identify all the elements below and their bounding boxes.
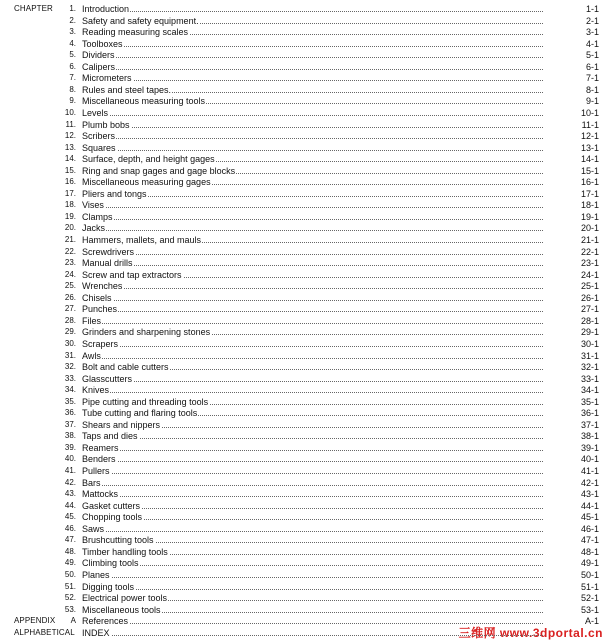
toc-title[interactable]: Vises	[82, 200, 104, 211]
toc-page-number: 48-1	[580, 546, 599, 557]
toc-leader-dots	[82, 115, 543, 116]
toc-page-number: 36-1	[580, 408, 599, 419]
toc-leader-dots	[82, 392, 543, 393]
toc-chapter-row[interactable]	[0, 350, 611, 362]
toc-chapter-row[interactable]	[0, 292, 611, 304]
toc-leader-dots	[82, 46, 543, 47]
toc-leader-dots	[82, 230, 543, 231]
toc-title[interactable]: Wrenches	[82, 281, 123, 292]
toc-chapter-row[interactable]	[0, 176, 611, 188]
toc-leader-dots	[82, 473, 543, 474]
toc-leader-dots	[82, 254, 543, 255]
toc-page-number: 17-1	[580, 188, 599, 199]
toc-number: 8.	[69, 84, 76, 94]
toc-leader-dots	[82, 577, 543, 578]
toc-title[interactable]: Glasscutters	[82, 373, 133, 384]
toc-number: 38.	[64, 431, 76, 441]
toc-number: 42.	[64, 477, 76, 487]
toc-title[interactable]: Squares	[82, 142, 116, 153]
toc-number: 15.	[64, 165, 76, 175]
toc-title[interactable]: Files	[82, 315, 102, 326]
toc-page-number: 11-1	[581, 119, 599, 130]
toc-number: 43.	[64, 489, 76, 499]
toc-number: 52.	[64, 593, 76, 603]
toc-leader-dots	[82, 450, 543, 451]
toc-leader-dots	[82, 11, 543, 12]
toc-title[interactable]: INDEX	[82, 627, 110, 638]
toc-number: 16.	[64, 177, 76, 187]
toc-page-number: 4-1	[585, 38, 599, 49]
toc-chapter-row[interactable]	[0, 604, 611, 616]
toc-number: 3.	[69, 27, 76, 37]
toc-page-number: 45-1	[580, 512, 599, 523]
toc-number: 40.	[64, 454, 76, 464]
toc-leader-dots	[82, 381, 543, 382]
toc-title[interactable]: Climbing tools	[82, 558, 139, 569]
toc-chapter-row[interactable]	[0, 234, 611, 246]
toc-chapter-row[interactable]	[0, 384, 611, 396]
toc-page-number: 46-1	[580, 523, 599, 534]
toc-title[interactable]: Grinders and sharpening stones	[82, 327, 211, 338]
toc-leader-dots	[82, 311, 543, 312]
toc-number: 19.	[64, 211, 76, 221]
toc-chapter-row[interactable]	[0, 511, 611, 523]
toc-chapter-row[interactable]	[0, 477, 611, 489]
toc-chapter-row[interactable]	[0, 557, 611, 569]
toc-chapter-row[interactable]	[0, 280, 611, 292]
toc-page-number: 44-1	[580, 500, 599, 511]
toc-number: 28.	[64, 315, 76, 325]
toc-title[interactable]: Taps and dies	[82, 431, 138, 442]
toc-title[interactable]: Miscellaneous measuring tools	[82, 96, 206, 107]
toc-chapter-row[interactable]	[0, 465, 611, 477]
toc-title[interactable]: Screwdrivers	[82, 246, 135, 257]
toc-page-number: A-1	[584, 616, 599, 627]
toc-chapter-row[interactable]	[0, 581, 611, 593]
toc-chapter-row[interactable]	[0, 315, 611, 327]
toc-title[interactable]: Surface, depth, and height gages	[82, 154, 215, 165]
toc-title[interactable]: Brushcutting tools	[82, 535, 154, 546]
toc-page-number: 42-1	[580, 477, 599, 488]
toc-page-number: 19-1	[580, 211, 599, 222]
toc-leader-dots	[82, 358, 543, 359]
toc-lead-label: APPENDIX	[14, 616, 56, 626]
toc-title[interactable]: Chopping tools	[82, 512, 143, 523]
toc-lead-label: ALPHABETICAL	[14, 627, 75, 637]
toc-title[interactable]: Tube cutting and flaring tools	[82, 408, 198, 419]
toc-page-number: 49-1	[580, 558, 599, 569]
toc-chapter-row[interactable]	[0, 153, 611, 165]
toc-chapter-row[interactable]	[0, 119, 611, 131]
toc-chapter-row[interactable]	[0, 26, 611, 38]
toc-page-number: 18-1	[580, 200, 599, 211]
toc-number: 49.	[64, 558, 76, 568]
toc-chapter-row[interactable]	[0, 61, 611, 73]
toc-title[interactable]: Digging tools	[82, 581, 135, 592]
toc-chapter-row[interactable]	[0, 488, 611, 500]
toc-number: 34.	[64, 385, 76, 395]
toc-title[interactable]: Miscellaneous tools	[82, 604, 161, 615]
toc-number: 26.	[64, 292, 76, 302]
toc-title[interactable]: Scribers	[82, 131, 116, 142]
toc-title[interactable]: Screw and tap extractors	[82, 269, 182, 280]
toc-title[interactable]: Plumb bobs	[82, 119, 130, 130]
toc-number: 24.	[64, 269, 76, 279]
toc-chapter-row[interactable]	[0, 84, 611, 96]
toc-title[interactable]: Levels	[82, 107, 109, 118]
toc-number: 41.	[64, 466, 76, 475]
toc-page-number: 14-1	[580, 154, 599, 165]
toc-title[interactable]: Pliers and tongs	[82, 188, 147, 199]
toc-title[interactable]: Reamers	[82, 442, 119, 453]
toc-chapter-row[interactable]	[0, 303, 611, 315]
toc-number: 6.	[69, 61, 76, 71]
toc-chapter-row[interactable]	[0, 95, 611, 107]
toc-number: 35.	[64, 396, 76, 406]
toc-page-number: 33-1	[580, 373, 599, 384]
toc-leader-dots	[82, 265, 543, 266]
toc-number: 27.	[64, 304, 76, 314]
toc-title[interactable]: Awls	[82, 350, 101, 361]
toc-number: 4.	[69, 38, 76, 48]
toc-page-number: 51-1	[580, 581, 599, 592]
toc-number: 23.	[64, 258, 76, 268]
toc-number: 5.	[69, 50, 76, 60]
toc-chapter-row[interactable]	[0, 338, 611, 350]
toc-title[interactable]: Pipe cutting and threading tools	[82, 396, 209, 407]
toc-page-number: 47-1	[580, 535, 599, 546]
toc-title[interactable]: Scrapers	[82, 338, 119, 349]
toc-number: 50.	[64, 569, 76, 579]
toc-page-number: 21-1	[580, 235, 599, 245]
toc-page-number: 39-1	[580, 442, 599, 453]
toc-page-number: 6-1	[585, 61, 599, 72]
toc-chapter-row[interactable]	[0, 500, 611, 512]
toc-number: 45.	[64, 512, 76, 522]
toc-chapter-row[interactable]	[0, 269, 611, 281]
toc-page-number: 12-1	[580, 131, 599, 142]
toc-title[interactable]: Manual drills	[82, 258, 133, 269]
toc-title[interactable]: Hammers, mallets, and mauls	[82, 235, 202, 245]
toc-number: 31.	[64, 350, 76, 360]
toc-page-number: 37-1	[580, 419, 599, 430]
toc-page-number: 34-1	[580, 385, 599, 396]
toc-page-number: 29-1	[580, 327, 599, 338]
toc-number: 51.	[64, 581, 76, 591]
toc-leader-dots	[82, 288, 543, 289]
toc-title[interactable]: Introduction	[82, 4, 130, 14]
toc-title[interactable]: Toolboxes	[82, 38, 123, 49]
toc-title[interactable]: Miscellaneous measuring gages	[82, 177, 211, 188]
toc-chapter-row[interactable]	[0, 72, 611, 84]
toc-page-number: 26-1	[580, 292, 599, 303]
toc-number: 13.	[64, 142, 76, 152]
toc-page-number: 2-1	[585, 15, 599, 26]
toc-number: A	[70, 616, 76, 626]
toc-number: 11.	[65, 119, 76, 129]
toc-number: 1.	[69, 4, 76, 13]
toc-chapter-row[interactable]	[0, 188, 611, 200]
toc-number: 7.	[69, 73, 76, 83]
toc-title[interactable]: Timber handling tools	[82, 546, 168, 557]
toc-title[interactable]: Micrometers	[82, 73, 132, 84]
toc-number: 30.	[64, 338, 76, 348]
toc-page-number: 32-1	[580, 362, 599, 373]
toc-number: 29.	[64, 327, 76, 337]
toc-leader-dots	[82, 219, 543, 220]
toc-title[interactable]: Pullers	[82, 466, 110, 476]
toc-page-number: 16-1	[580, 177, 599, 188]
toc-title[interactable]: Dividers	[82, 50, 115, 61]
toc-title[interactable]: Knives	[82, 385, 110, 396]
toc-page-number: 28-1	[580, 315, 599, 326]
toc-title[interactable]: Saws	[82, 523, 105, 534]
toc-number: 22.	[64, 246, 76, 256]
toc-leader-dots	[82, 127, 543, 128]
toc-page-number: 43-1	[580, 489, 599, 500]
toc-title[interactable]: Jacks	[82, 223, 106, 234]
toc-title[interactable]: Safety and safety equipment.	[82, 15, 199, 26]
toc-leader-dots	[82, 57, 543, 58]
toc-chapter-row[interactable]	[0, 222, 611, 234]
toc-chapter-row[interactable]	[0, 130, 611, 142]
toc-chapter-row[interactable]	[0, 142, 611, 154]
toc-number: 12.	[64, 131, 76, 141]
toc-leader-dots	[82, 531, 543, 532]
toc-page-number: 40-1	[580, 454, 599, 465]
toc-number: 32.	[64, 362, 76, 372]
toc-leader-dots	[82, 485, 543, 486]
toc-leader-dots	[82, 508, 543, 509]
toc-chapter-row[interactable]	[0, 534, 611, 546]
toc-lead-label: CHAPTER	[14, 4, 53, 13]
toc-title[interactable]: References	[82, 616, 129, 627]
toc-number: 18.	[64, 200, 76, 210]
toc-number: 10.	[64, 107, 76, 117]
toc-page-number: 24-1	[580, 269, 599, 280]
toc-page-number: 35-1	[580, 396, 599, 407]
toc-leader-dots	[82, 496, 543, 497]
toc-page-number: 53-1	[580, 604, 599, 615]
toc-number: 25.	[64, 281, 76, 291]
toc-number: 53.	[64, 604, 76, 614]
toc-page-number: 38-1	[580, 431, 599, 442]
toc-leader-dots	[82, 150, 543, 151]
toc-chapter-row[interactable]	[0, 49, 611, 61]
toc-chapter-row[interactable]	[0, 373, 611, 385]
toc-chapter-row[interactable]	[0, 523, 611, 535]
toc-leader-dots	[82, 589, 543, 590]
toc-page-number: 30-1	[580, 338, 599, 349]
toc-leader-dots	[82, 565, 543, 566]
toc-chapter-row[interactable]	[0, 396, 611, 408]
toc-page-number: 25-1	[580, 281, 599, 292]
toc-chapter-row[interactable]	[0, 257, 611, 269]
toc-leader-dots	[82, 323, 543, 324]
toc-leader-dots	[82, 519, 543, 520]
toc-title[interactable]: Punches	[82, 304, 118, 315]
toc-chapter-row[interactable]	[0, 246, 611, 258]
toc-chapter-row[interactable]	[0, 211, 611, 223]
toc-chapter-row[interactable]	[0, 3, 611, 15]
toc-page-number: 20-1	[580, 223, 599, 234]
toc-page-number: 52-1	[580, 593, 599, 604]
toc-title[interactable]: Chisels	[82, 292, 112, 303]
toc-number: 46.	[64, 523, 76, 533]
toc-chapter-row[interactable]	[0, 199, 611, 211]
toc-chapter-row[interactable]	[0, 592, 611, 604]
toc-title[interactable]: Shears and nippers	[82, 419, 161, 430]
toc-title[interactable]: Calipers	[82, 61, 116, 72]
toc-page-number: 15-1	[580, 165, 599, 176]
toc-number: 47.	[64, 535, 76, 545]
toc-leader-dots	[82, 69, 543, 70]
toc-number: 14.	[64, 154, 76, 164]
toc-chapter-row[interactable]	[0, 430, 611, 442]
toc-leader-dots	[82, 80, 543, 81]
toc-chapter-row[interactable]	[0, 326, 611, 338]
watermark: 三维网 www.3dportal.cn	[458, 626, 603, 640]
toc-title[interactable]: Bars	[82, 477, 101, 488]
toc-title[interactable]: Planes	[82, 569, 110, 580]
toc-title[interactable]: Bolt and cable cutters	[82, 362, 169, 373]
toc-chapter-row[interactable]	[0, 546, 611, 558]
toc-page-number: 5-1	[585, 50, 599, 61]
toc-page-number: 10-1	[580, 107, 599, 118]
toc-number: 48.	[64, 546, 76, 556]
toc-number: 21.	[64, 235, 76, 244]
toc-number: 37.	[64, 419, 76, 429]
toc-title[interactable]: Electrical power tools	[82, 593, 168, 604]
toc-chapter-row[interactable]	[0, 419, 611, 431]
toc-chapter-row[interactable]	[0, 361, 611, 373]
toc-leader-dots	[82, 196, 543, 197]
toc-number: 33.	[64, 373, 76, 383]
toc-page-number: 31-1	[580, 350, 599, 361]
toc-leader-dots	[82, 635, 543, 636]
toc-chapter-row[interactable]	[0, 15, 611, 27]
toc-number: 17.	[64, 188, 76, 198]
toc-page-number: 41-1	[580, 466, 599, 476]
toc-title[interactable]: Gasket cutters	[82, 500, 141, 511]
toc-number: 20.	[64, 223, 76, 233]
toc-page-number: 1-1	[585, 4, 599, 14]
toc-title[interactable]: Benders	[82, 454, 116, 465]
toc-number: 2.	[69, 15, 76, 25]
toc-title[interactable]: Rules and steel tapes.	[82, 84, 172, 95]
toc-title[interactable]: Ring and snap gages and gage blocks	[82, 165, 236, 176]
toc-number: 36.	[64, 408, 76, 418]
toc-page-number: 8-1	[585, 84, 599, 95]
toc-chapter-row[interactable]	[0, 407, 611, 419]
toc-chapter-row[interactable]	[0, 569, 611, 581]
toc-leader-dots	[82, 207, 543, 208]
toc-page-number: 50-1	[580, 569, 599, 580]
toc-leader-dots	[82, 461, 543, 462]
toc-number: 39.	[64, 442, 76, 452]
toc-chapter-row[interactable]	[0, 442, 611, 454]
toc-page-number: 23-1	[580, 258, 599, 269]
toc-page-number: 3-1	[585, 27, 599, 38]
toc-title[interactable]: Reading measuring scales	[82, 27, 189, 38]
toc-page-number: 27-1	[580, 304, 599, 315]
toc-number: 9.	[69, 96, 76, 106]
toc-chapter-row[interactable]	[0, 165, 611, 177]
toc-chapter-row[interactable]	[0, 38, 611, 50]
toc-page-number: 13-1	[580, 142, 599, 153]
toc-page-number: 22-1	[580, 246, 599, 257]
toc-leader-dots	[82, 346, 543, 347]
toc-chapter-row[interactable]	[0, 453, 611, 465]
toc-title[interactable]: Mattocks	[82, 489, 119, 500]
toc-page-number: 7-1	[585, 73, 599, 84]
toc-number: 44.	[64, 500, 76, 510]
toc-chapter-row[interactable]	[0, 107, 611, 119]
toc-page-number: 9-1	[585, 96, 599, 107]
toc-leader-dots	[82, 138, 543, 139]
toc-leader-dots	[82, 623, 543, 624]
toc-leader-dots	[82, 300, 543, 301]
toc-leader-dots	[82, 438, 543, 439]
toc-title[interactable]: Clamps	[82, 211, 113, 222]
